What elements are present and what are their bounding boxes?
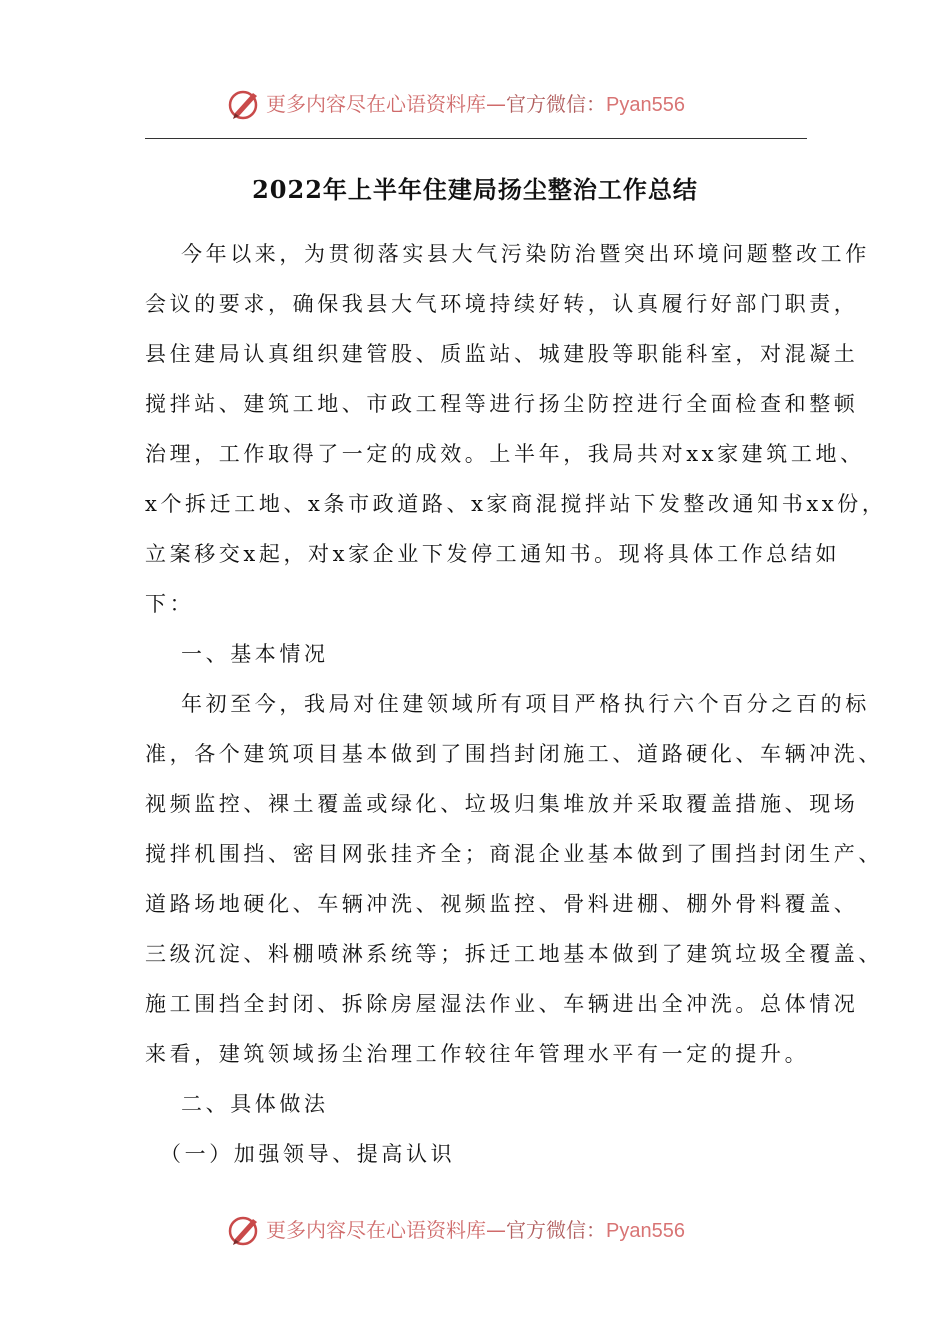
document-title: 2022年上半年住建局扬尘整治工作总结: [252, 175, 698, 204]
banner-wechat-label: 官方微信：: [506, 1218, 606, 1242]
header-banner-text: [266, 90, 685, 119]
pen-logo-icon: [226, 1212, 262, 1248]
body-line: 下：: [145, 592, 195, 616]
header-divider: [145, 138, 807, 139]
footer-banner: [0, 1210, 950, 1250]
section-heading: 二、具体做法: [181, 1092, 329, 1116]
body-line: 年初至今，我局对住建领域所有项目严格执行六个百分之百的标: [181, 692, 870, 716]
body-line: 治理，工作取得了一定的成效。上半年，我局共对xx家建筑工地、: [145, 442, 865, 466]
body-line: 今年以来，为贯彻落实县大气污染防治暨突出环境问题整改工作: [181, 242, 870, 266]
pen-logo-icon: [226, 86, 262, 122]
banner-wechat-id: Pyan556: [606, 1220, 685, 1242]
body-line: 来看，建筑领域扬尘治理工作较往年管理水平有一定的提升。: [145, 1042, 810, 1066]
body-line: 准，各个建筑项目基本做到了围挡封闭施工、道路硬化、车辆冲洗、: [145, 742, 883, 766]
banner-site: 更多内容尽在心语资料库: [266, 92, 486, 116]
subsection-heading: （一）加强领导、提高认识: [160, 1142, 456, 1166]
section-heading: 一、基本情况: [181, 642, 329, 666]
body-line: 搅拌机围挡、密目网张挂齐全；商混企业基本做到了围挡封闭生产、: [145, 842, 883, 866]
body-line: 搅拌站、建筑工地、市政工程等进行扬尘防控进行全面检查和整顿: [145, 392, 859, 416]
body-line: 视频监控、裸土覆盖或绿化、垃圾归集堆放并采取覆盖措施、现场: [145, 792, 859, 816]
body-line: 县住建局认真组织建管股、质监站、城建股等职能科室，对混凝土: [145, 342, 859, 366]
header-banner: [0, 84, 950, 124]
banner-wechat-id: Pyan556: [606, 94, 685, 116]
banner-site: 更多内容尽在心语资料库: [266, 1218, 486, 1242]
banner-dash: —: [486, 1218, 506, 1242]
body-line: x个拆迁工地、x条市政道路、x家商混搅拌站下发整改通知书xx份，: [145, 492, 887, 516]
banner-dash: —: [486, 92, 506, 116]
footer-banner-text: [266, 1216, 685, 1245]
body-line: 会议的要求，确保我县大气环境持续好转，认真履行好部门职责，: [145, 292, 859, 316]
body-line: 施工围挡全封闭、拆除房屋湿法作业、车辆进出全冲洗。总体情况: [145, 992, 859, 1016]
body-line: 立案移交x起，对x家企业下发停工通知书。现将具体工作总结如: [145, 542, 841, 566]
banner-wechat-label: 官方微信：: [506, 92, 606, 116]
body-line: 道路场地硬化、车辆冲洗、视频监控、骨料进棚、棚外骨料覆盖、: [145, 892, 859, 916]
body-line: 三级沉淀、料棚喷淋系统等；拆迁工地基本做到了建筑垃圾全覆盖、: [145, 942, 883, 966]
